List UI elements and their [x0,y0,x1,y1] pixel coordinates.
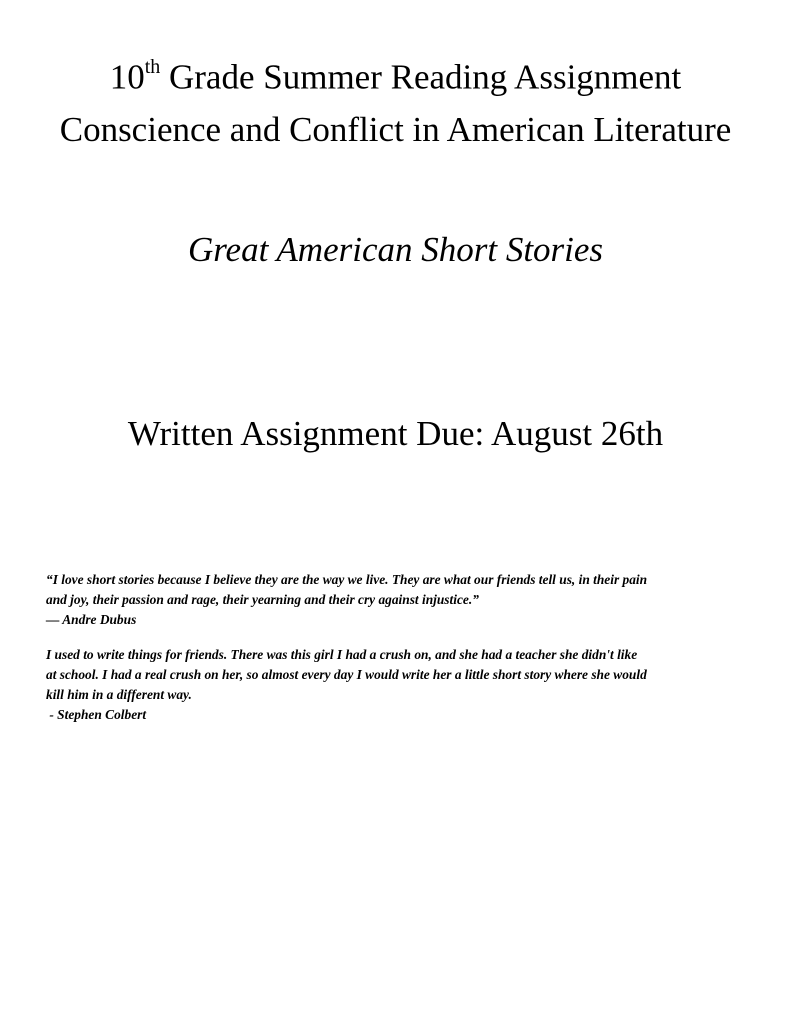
quote-colbert [46,645,751,725]
assignment-title-text: Grade Summer Reading Assignment [160,57,682,97]
grade-ordinal-suffix: th [144,56,161,78]
assignment-title [0,50,791,98]
quote-line: “I love short stories because I believe they are the way we live. They are what our friends tell us, in their pain [46,572,648,587]
due-date-heading: Written Assignment Due: August 26th [127,414,664,453]
book-title: Great American Short Stories [187,230,604,269]
quote-attribution: — Andre Dubus [46,612,137,627]
course-title: Conscience and Conflict in American Literature [59,110,732,149]
quote-attribution: - Stephen Colbert [46,707,147,722]
quote-line: I used to write things for friends. There was this girl I had a crush on, and she had a teacher she didn't like [46,647,638,662]
quote-dubus [46,570,751,630]
grade-number: 10 [109,57,145,97]
quote-line: and joy, their passion and rage, their yearning and their cry against injustice.” [46,592,479,607]
quote-line: kill him in a different way. [46,687,192,702]
quote-line: at school. I had a real crush on her, so almost every day I would write her a little short story where she would [46,667,647,682]
